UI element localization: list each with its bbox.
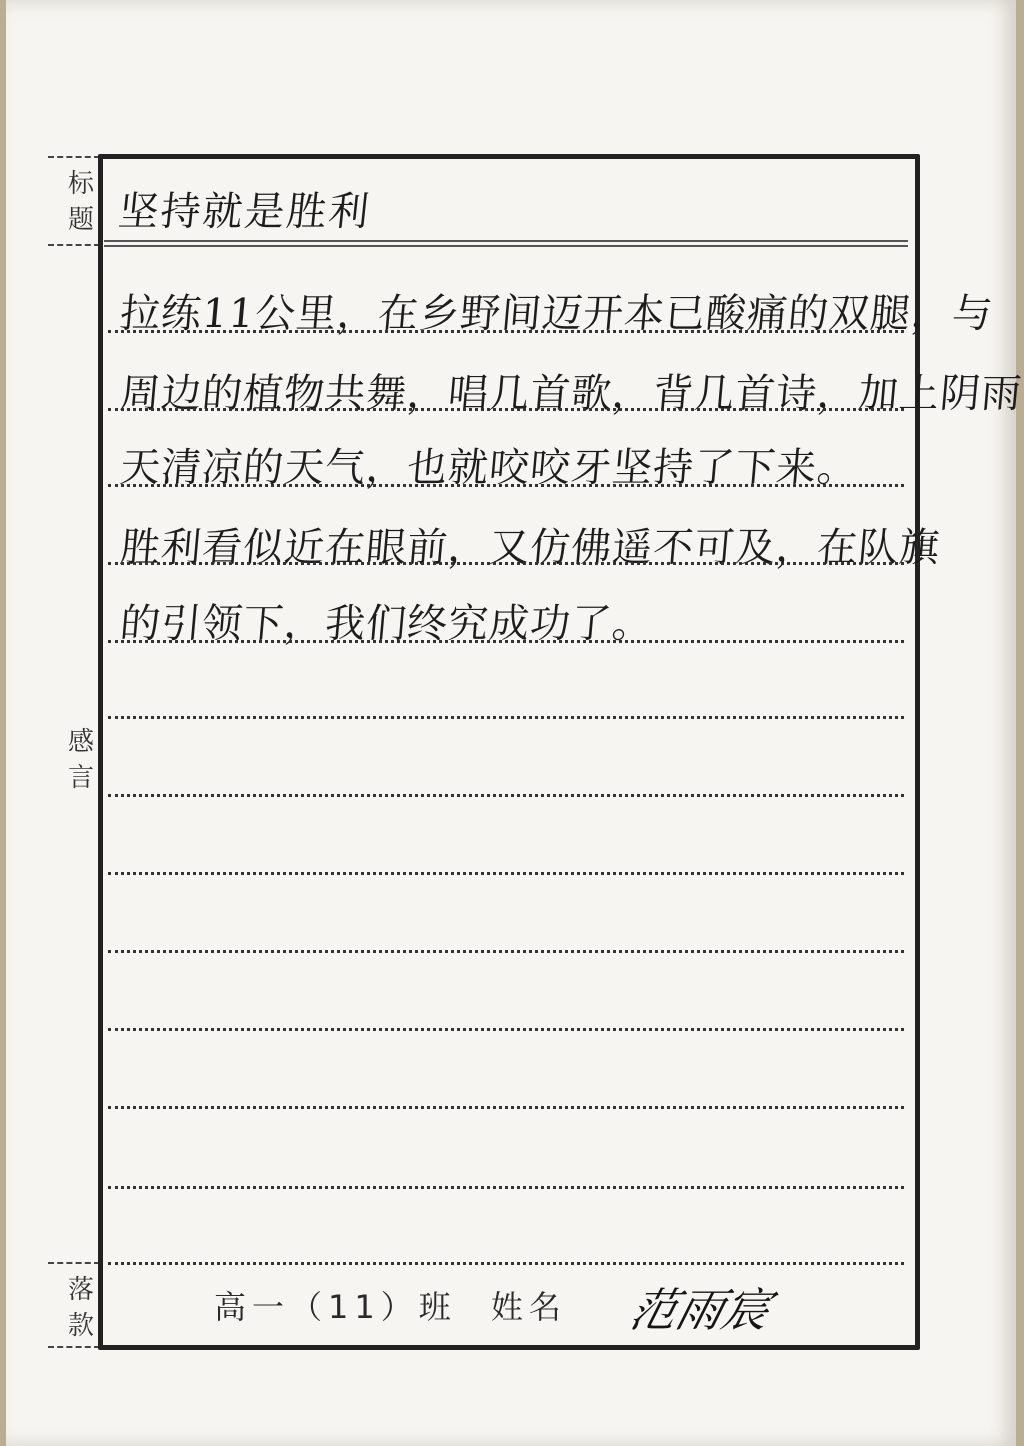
- gutter-divider: [48, 156, 100, 158]
- dotted-rule: [108, 872, 904, 875]
- dotted-rule: [108, 640, 904, 643]
- dotted-rule: [108, 1028, 904, 1031]
- essay-line: 的引领下，我们终究成功了。: [118, 601, 656, 647]
- essay-label-char-1: 感: [67, 727, 94, 757]
- essay-section-label: [62, 724, 100, 796]
- sign-section-label: [62, 1272, 100, 1344]
- dotted-rule: [108, 794, 904, 797]
- name-label: 姓名: [490, 1288, 567, 1326]
- sign-label-char-1: 落: [67, 1275, 94, 1305]
- signature-line: [214, 1282, 567, 1328]
- essay-line: 周边的植物共舞，唱几首歌，背几首诗，加上阴雨: [118, 371, 1024, 417]
- title-label-char-2: 题: [67, 205, 94, 235]
- title-rule: [104, 245, 908, 247]
- title-label-char-1: 标: [67, 169, 94, 199]
- essay-line: 胜利看似近在眼前，又仿佛遥不可及，在队旗: [118, 525, 943, 571]
- dotted-rule: [108, 950, 904, 953]
- gutter-divider: [48, 1346, 100, 1348]
- essay-line: 天清凉的天气，也就咬咬牙坚持了下来。: [118, 445, 861, 491]
- dotted-rule: [108, 716, 904, 719]
- essay-label-char-2: 言: [67, 763, 94, 793]
- title-rule: [104, 240, 908, 242]
- dotted-rule: [108, 1106, 904, 1109]
- dotted-rule: [108, 484, 904, 487]
- dotted-rule: [108, 1262, 904, 1265]
- sign-label-char-2: 款: [67, 1311, 94, 1341]
- dotted-rule: [108, 408, 904, 411]
- gutter-divider: [48, 1262, 100, 1264]
- dotted-rule: [108, 330, 904, 333]
- gutter-divider: [48, 244, 100, 246]
- dotted-rule: [108, 562, 904, 565]
- essay-line: 拉练11公里，在乡野间迈开本已酸痛的双腿，与: [118, 291, 996, 337]
- student-signature: 范雨宸: [624, 1283, 776, 1337]
- title-section-label: [62, 166, 100, 238]
- essay-title: 坚持就是胜利: [116, 189, 374, 235]
- dotted-rule: [108, 1186, 904, 1189]
- class-name: 高一（11）班: [214, 1288, 457, 1326]
